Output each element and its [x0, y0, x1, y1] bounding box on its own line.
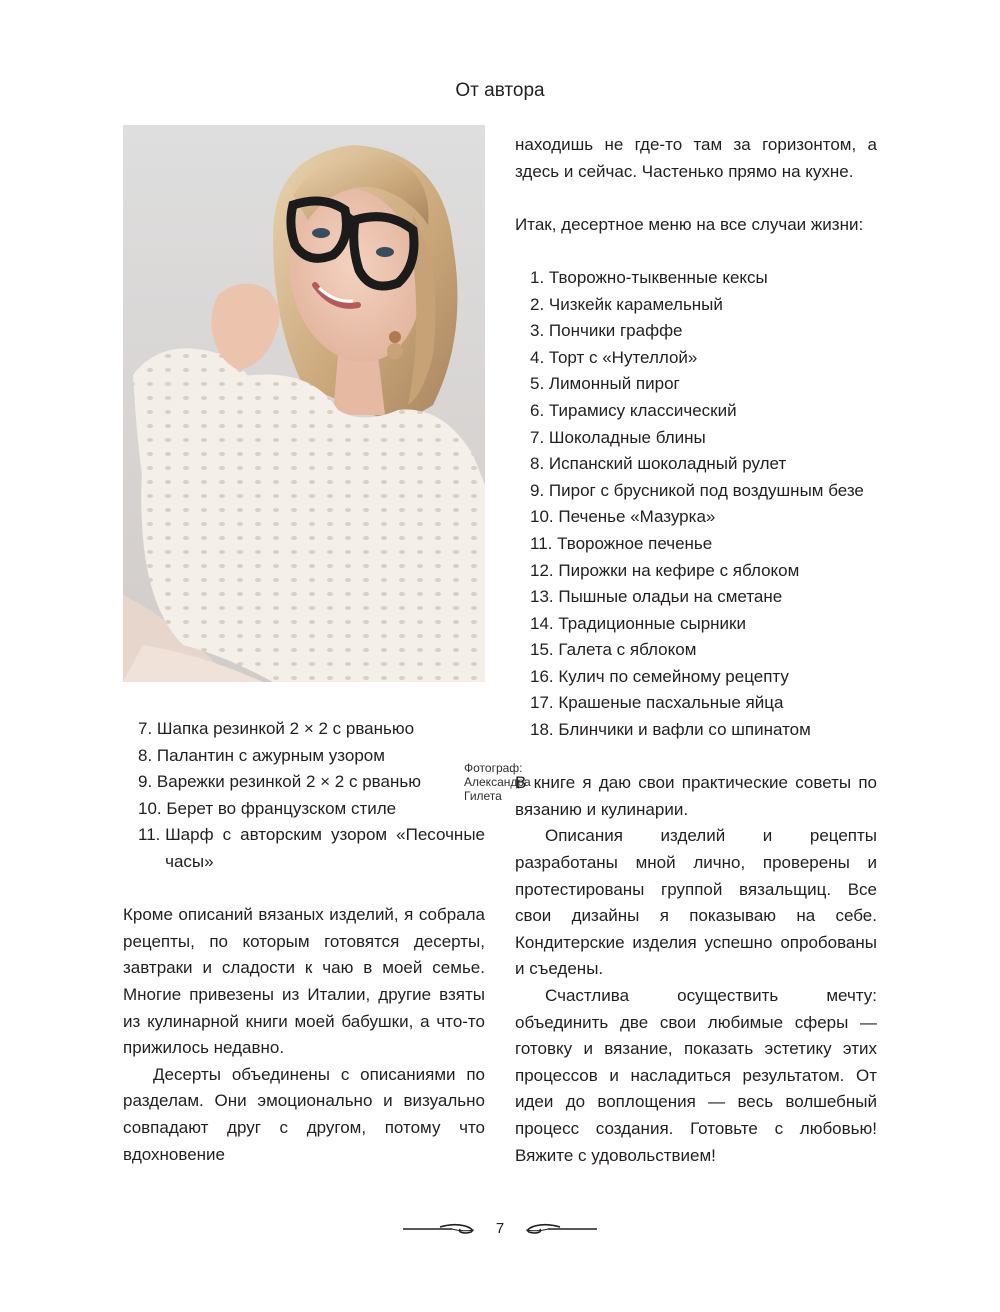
- menu-title: Итак, десертное меню на все случаи жизни:: [515, 214, 864, 234]
- list-item: 7. Шапка резинкой 2 × 2 с рваньюо: [138, 719, 415, 738]
- paragraph: Кроме описаний вязаных изделий, я собрала рецепты, по которым готовятся десерты, завтраки и сладости к чаю в моей семье. Многие привезены из Италии, другие взяты из кулинарной книги моей бабушки, а что-то прижилось недавно.: [123, 905, 485, 1058]
- running-header: От автора: [455, 80, 545, 101]
- list-item: 10. Печенье «Мазурка»: [530, 507, 716, 527]
- photo-credit-line2: Александра Гилета: [464, 775, 531, 803]
- list-item: 9. Варежки резинкой 2 × 2 с рванью: [138, 772, 421, 792]
- list-item: 1. Творожно-тыквенные кексы: [530, 267, 768, 287]
- paragraph: В книге я даю свои практические советы по вязанию и кулинарии.: [515, 773, 877, 819]
- list-item: 15. Галета с яблоком: [530, 640, 697, 660]
- list-item: 11. Шарф с авторским узором «Песочные часы»: [138, 825, 485, 871]
- list-item: 14. Традиционные сырники: [530, 613, 746, 633]
- dessert-menu-list: [515, 265, 877, 744]
- left-column: [123, 716, 485, 1168]
- list-item: 5. Лимонный пирог: [530, 374, 680, 394]
- list-item: 10. Берет во французском стиле: [138, 798, 397, 818]
- list-item: 6. Тирамису классический: [530, 400, 737, 420]
- list-item: 12. Пирожки на кефире с яблоком: [530, 560, 800, 580]
- list-item: 8. Палантин с ажурным узором: [138, 745, 385, 765]
- list-item: 2. Чизкейк карамельный: [530, 294, 723, 314]
- right-column: [515, 132, 877, 1169]
- list-item: 16. Кулич по семейному рецепту: [530, 666, 789, 686]
- list-item: 11. Творожное печенье: [530, 533, 713, 553]
- list-item: 18. Блинчики и вафли со шпинатом: [530, 720, 811, 740]
- paragraph: Счастлива осуществить мечту: объединить две свои любимые сферы — готовку и вязание, показать эстетику этих процессов и насладиться результатом. От идеи до воплощения — весь волшебный процесс создания. Готовьте с любовью! Вяжите с удовольствием!: [515, 986, 877, 1165]
- list-item: 7. Шоколадные блины: [530, 427, 706, 447]
- list-item: 17. Крашеные пасхальные яйца: [530, 693, 784, 713]
- list-item: 4. Торт с «Нутеллой»: [530, 347, 698, 367]
- list-item: 8. Испанский шоколадный рулет: [530, 454, 787, 474]
- paragraph: Десерты объединены с описаниями по разделам. Они эмоционально и визуально совпадают друг с другом, потому что вдохновение: [123, 1064, 485, 1164]
- photo-credit-line1: Фотограф:: [464, 761, 523, 775]
- list-item: 9. Пирог с брусникой под воздушным безе: [530, 480, 864, 500]
- paragraph: Описания изделий и рецепты разработаны мной лично, проверены и протестированы группой вязальщиц. Все свои дизайны я показываю на себе. Кондитерские изделия успешно опробованы и съедены.: [515, 826, 877, 979]
- page-number: 7: [495, 1220, 505, 1237]
- list-item: 13. Пышные оладьи на сметане: [530, 587, 783, 607]
- knitting-list: [123, 716, 485, 876]
- list-item: 3. Пончики граффе: [530, 321, 683, 341]
- paragraph: находишь не где-то там за горизонтом, а здесь и сейчас. Частенько прямо на кухне.: [515, 135, 877, 181]
